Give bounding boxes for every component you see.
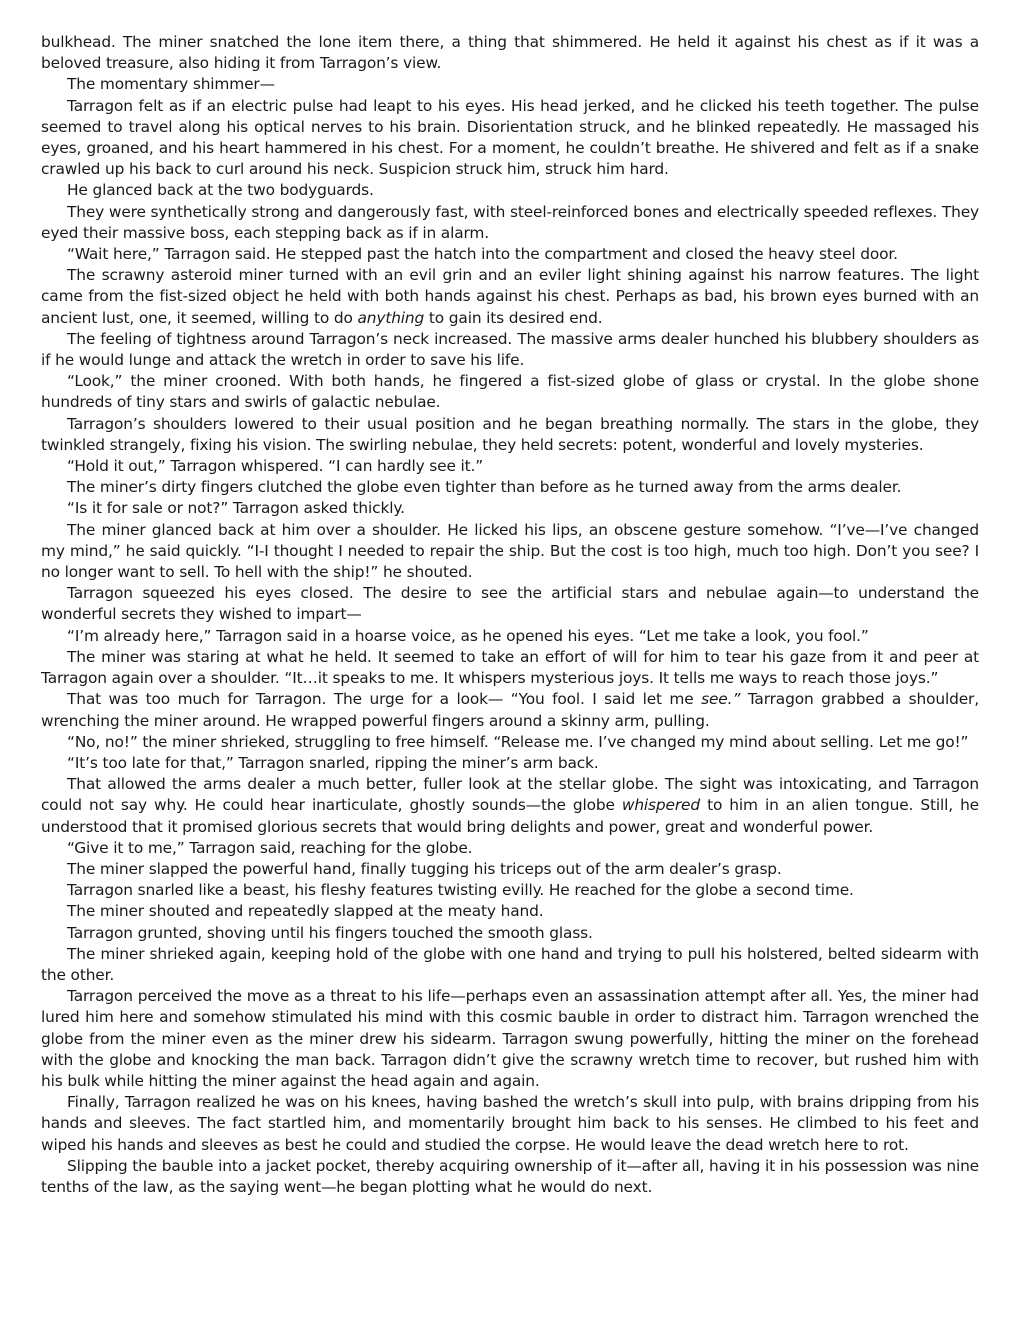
paragraph-text: That was too much for Tarragon. The urge for a look— “You fool. I said let me [67, 690, 702, 709]
paragraph-text: The momentary shimmer— [67, 75, 275, 94]
paragraph-text: to gain its desired end. [424, 308, 603, 327]
paragraph-text: Tarragon squeezed his eyes closed. The desire to see the artificial stars and nebulae again—to understand the wonderful secrets they wished to impart— [41, 584, 979, 624]
body-paragraph [41, 329, 979, 371]
paragraph-text: Tarragon grabbed a shoulder, wrenching the miner around. He wrapped powerful fingers around a skinny arm, pulling. [41, 690, 979, 730]
document-page [41, 32, 979, 1198]
emphasized-text: see.” [701, 690, 741, 709]
body-paragraph [41, 901, 979, 922]
paragraph-text: Finally, Tarragon realized he was on his knees, having bashed the wretch’s skull into pulp, with brains dripping from his hands and sleeves. The fact startled him, and momentarily brought him back to his senses. He climbed to his feet and wiped his hands and sleeves as best he could and studied the corpse. He would leave the dead wretch here to rot. [41, 1093, 979, 1154]
body-paragraph [41, 180, 979, 201]
paragraph-text: bulkhead. The miner snatched the lone item there, a thing that shimmered. He held it against his chest as if it was a beloved treasure, also hiding it from Tarragon’s view. [41, 33, 979, 73]
body-paragraph [41, 96, 979, 181]
paragraph-text: The miner shrieked again, keeping hold of the globe with one hand and trying to pull his holstered, belted sidearm with the other. [41, 944, 979, 984]
body-paragraph [41, 753, 979, 774]
body-paragraph [41, 583, 979, 625]
body-paragraph [41, 520, 979, 584]
paragraph-text: The miner glanced back at him over a shoulder. He licked his lips, an obscene gesture somehow. “I’ve—I’ve changed my mind,” he said quickly. “I-I thought I needed to repair the ship. But the cost is too high, much too high. Don’t you see? I no longer want to sell. To hell with the ship!” he shouted. [41, 520, 979, 582]
paragraph-text: He glanced back at the two bodyguards. [67, 181, 374, 200]
paragraph-text: Tarragon perceived the move as a threat to his life—perhaps even an assassination attempt after all. Yes, the miner had lured him here and somehow stimulated his mind with this cosmic bauble in order to distract him. Tarragon wrenched the globe from the miner even as the miner drew his sidearm. Tarragon swung powerfully, hitting the miner on the forehead with the globe and knocking the man back. Tarragon didn’t give the scrawny wretch time to recover, but rushed him with his bulk while hitting the miner against the head again and again. [41, 987, 979, 1090]
paragraph-text: Tarragon’s shoulders lowered to their usual position and he began breathing normally. The stars in the globe, they twinkled strangely, fixing his vision. The swirling nebulae, they held secrets: potent, wonderful and lovely mysteries. [41, 414, 979, 454]
body-paragraph [41, 626, 979, 647]
emphasized-text: whispered [621, 796, 700, 815]
paragraph-text: “Is it for sale or not?” Tarragon asked thickly. [67, 499, 405, 518]
body-paragraph [41, 689, 979, 731]
paragraph-text: Tarragon snarled like a beast, his fleshy features twisting evilly. He reached for the globe a second time. [67, 881, 854, 900]
body-paragraph [41, 838, 979, 859]
body-paragraph [41, 1092, 979, 1156]
body-paragraph [41, 859, 979, 880]
paragraph-text: “No, no!” the miner shrieked, struggling to free himself. “Release me. I’ve changed my mind about selling. Let me go!” [67, 732, 969, 751]
paragraph-text: “Wait here,” Tarragon said. He stepped past the hatch into the compartment and closed the heavy steel door. [67, 245, 898, 264]
paragraph-text: That allowed the arms dealer a much better, fuller look at the stellar globe. The sight was intoxicating, and Tarragon could not say why. He could hear inarticulate, ghostly sounds—the globe [41, 775, 979, 815]
body-paragraph [41, 647, 979, 689]
body-paragraph [41, 265, 979, 329]
body-paragraph [41, 498, 979, 519]
paragraph-text: The miner’s dirty fingers clutched the globe even tighter than before as he turned away from the arms dealer. [67, 478, 902, 497]
body-paragraph [41, 202, 979, 244]
body-paragraph [41, 32, 979, 74]
body-paragraph [41, 923, 979, 944]
body-paragraph [41, 456, 979, 477]
paragraph-text: The scrawny asteroid miner turned with an evil grin and an eviler light shining against his narrow features. The light came from the fist-sized object he held with both hands against his chest. Perhaps as bad, his brown eyes burned with an ancient lust, one, it seemed, willing to do [41, 266, 979, 327]
body-paragraph [41, 986, 979, 1092]
body-paragraph [41, 774, 979, 838]
paragraph-text: “It’s too late for that,” Tarragon snarled, ripping the miner’s arm back. [67, 753, 599, 772]
body-paragraph [41, 244, 979, 265]
paragraph-text: Tarragon felt as if an electric pulse had leapt to his eyes. His head jerked, and he clicked his teeth together. The pulse seemed to travel along his optical nerves to his brain. Disorientation struck, and he blinked repeatedly. He massaged his eyes, groaned, and his heart hammered in his chest. For a moment, he couldn’t breathe. He shivered and felt as if a snake crawled up his back to curl around his neck. Suspicion struck him, struck him hard. [41, 96, 979, 179]
paragraph-text: to him in an alien tongue. Still, he understood that it promised glorious secrets that would bring delights and power, great and wonderful power. [41, 796, 979, 836]
paragraph-text: “I’m already here,” Tarragon said in a hoarse voice, as he opened his eyes. “Let me take a look, you fool.” [67, 626, 869, 645]
body-paragraph [41, 880, 979, 901]
emphasized-text: anything [357, 308, 425, 327]
body-paragraph [41, 944, 979, 986]
paragraph-text: Tarragon grunted, shoving until his fingers touched the smooth glass. [67, 923, 593, 942]
paragraph-text: The miner slapped the powerful hand, finally tugging his triceps out of the arm dealer’s grasp. [67, 859, 782, 878]
body-paragraph [41, 371, 979, 413]
paragraph-text: Slipping the bauble into a jacket pocket, thereby acquiring ownership of it—after all, having it in his possession was nine tenths of the law, as the saying went—he began plotting what he would do next. [41, 1156, 979, 1196]
paragraph-text: The miner was staring at what he held. It seemed to take an effort of will for him to tear his gaze from it and peer at Tarragon again over a shoulder. “It…it speaks to me. It whispers mysterious joys. It tells me ways to reach those joys.” [41, 647, 979, 688]
paragraph-text: The feeling of tightness around Tarragon’s neck increased. The massive arms dealer hunched his blubbery shoulders as if he would lunge and attack the wretch in order to save his life. [41, 329, 979, 370]
paragraph-text: “Look,” the miner crooned. With both hands, he fingered a fist-sized globe of glass or crystal. In the globe shone hundreds of tiny stars and swirls of galactic nebulae. [41, 372, 979, 412]
body-paragraph [41, 1156, 979, 1198]
paragraph-text: They were synthetically strong and dangerously fast, with steel-reinforced bones and electrically speeded reflexes. They eyed their massive boss, each stepping back as if in alarm. [41, 202, 979, 242]
body-paragraph [41, 732, 979, 753]
paragraph-text: The miner shouted and repeatedly slapped at the meaty hand. [67, 902, 544, 921]
body-paragraph [41, 414, 979, 456]
body-paragraph [41, 477, 979, 498]
body-paragraph [41, 74, 979, 95]
paragraph-text: “Hold it out,” Tarragon whispered. “I can hardly see it.” [67, 457, 484, 476]
paragraph-text: “Give it to me,” Tarragon said, reaching for the globe. [67, 838, 473, 857]
